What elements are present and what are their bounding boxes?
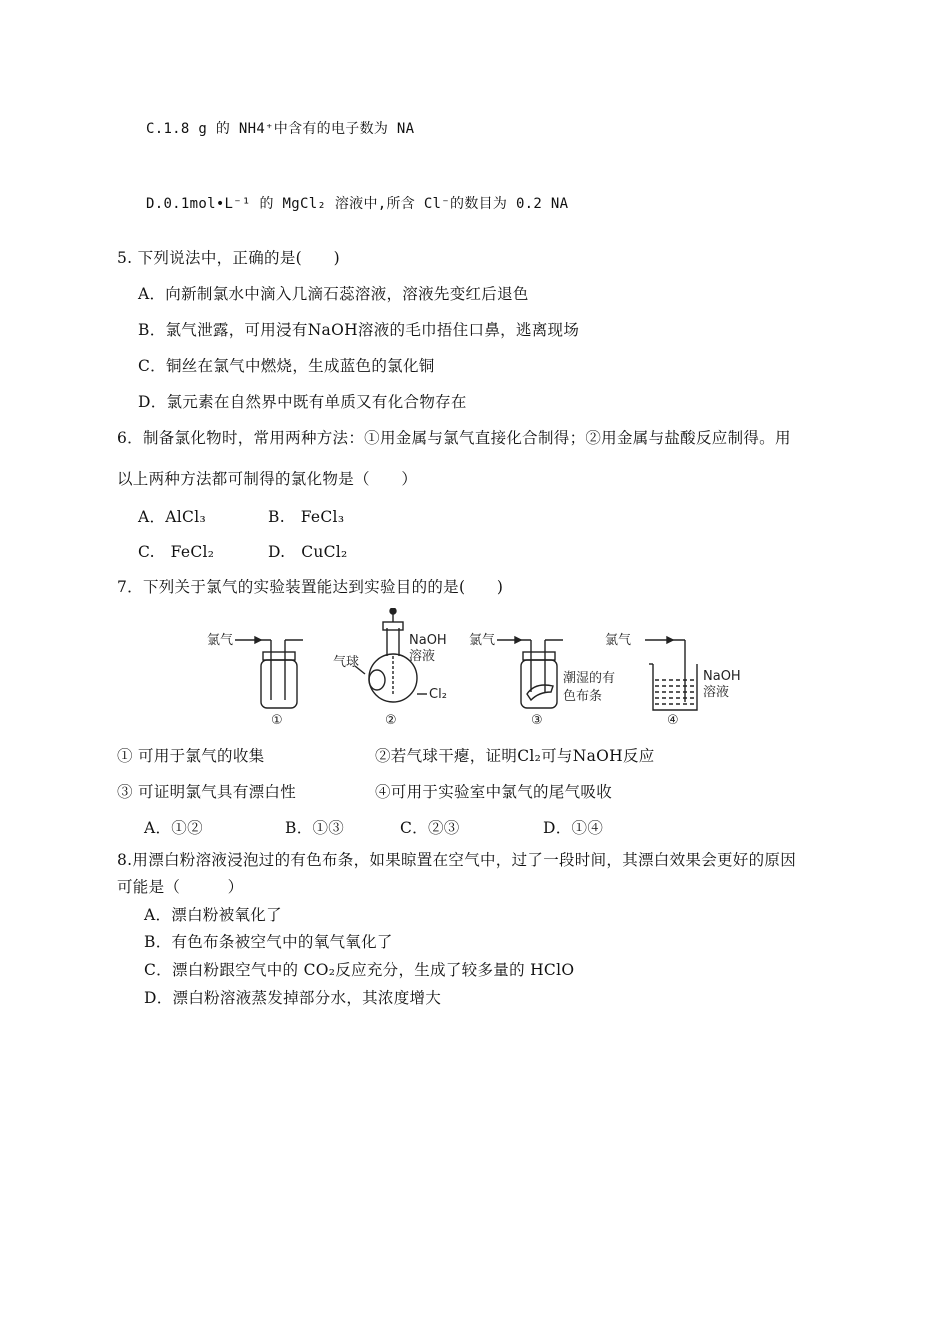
balloon — [369, 670, 385, 690]
question-6-line2: 以上两种方法都可制得的氯化物是（ ） — [117, 470, 418, 488]
q5-option-d: D．氯元素在自然界中既有单质又有化合物存在 — [138, 393, 467, 411]
option-c-prev: C.1.8 g 的 NH4⁺中含有的电子数为 NA — [146, 121, 415, 137]
q7-statement-3: ③ 可证明氯气具有漂白性 — [117, 783, 297, 801]
q7-statement-1: ① 可用于氯气的收集 — [117, 747, 265, 765]
label-chlorine-3: 氯气 — [469, 633, 496, 648]
q7-statement-4: ④可用于实验室中氯气的尾气吸收 — [375, 783, 613, 801]
apparatus-diagram — [205, 608, 765, 726]
q8-option-b: B．有色布条被空气中的氧气氧化了 — [144, 933, 393, 951]
q8-option-a: A．漂白粉被氧化了 — [144, 906, 282, 924]
q7-option-b: B．①③ — [285, 819, 345, 837]
q8-option-c: C．漂白粉跟空气中的 CO₂反应充分，生成了较多量的 HClO — [144, 961, 575, 979]
label-balloon: 气球 — [333, 655, 360, 670]
q6-option-a: A．AlCl₃ — [138, 508, 206, 526]
question-5: 5. 下列说法中，正确的是( ) — [117, 249, 340, 267]
beaker-4 — [653, 664, 697, 710]
question-8-line2: 可能是（ ） — [117, 878, 244, 896]
bottle-1 — [261, 660, 297, 708]
q7-option-c: C．②③ — [400, 819, 460, 837]
q7-option-a: A．①② — [144, 819, 203, 837]
question-7: 7．下列关于氯气的实验装置能达到实验目的的是( ) — [117, 578, 504, 596]
stopper-1 — [263, 652, 295, 660]
label-num-1: ① — [271, 713, 283, 726]
label-wet-cloth-2: 色布条 — [563, 689, 603, 704]
q6-option-b: B. FeCl₃ — [268, 508, 345, 526]
label-wet-cloth-1: 潮湿的有 — [563, 671, 616, 686]
label-num-2: ② — [385, 713, 397, 726]
question-8-line1: 8.用漂白粉溶液浸泡过的有色布条，如果晾置在空气中，过了一段时间，其漂白效果会更好的原因 — [117, 851, 796, 869]
label-solution-4: 溶液 — [703, 685, 730, 700]
label-chlorine-1: 氯气 — [207, 633, 234, 648]
label-chlorine-4: 氯气 — [605, 633, 632, 648]
label-naoh-4: NaOH — [703, 669, 741, 684]
q6-option-c: C. FeCl₂ — [138, 543, 215, 561]
option-d-prev: D.0.1mol•L⁻¹ 的 MgCl₂ 溶液中,所含 Cl⁻的数目为 0.2 NA — [146, 196, 569, 212]
label-solution-2: 溶液 — [409, 649, 436, 664]
label-num-3: ③ — [531, 713, 543, 726]
label-cl2: Cl₂ — [429, 687, 447, 702]
label-naoh-2: NaOH — [409, 633, 447, 648]
q5-option-c: C．铜丝在氯气中燃烧，生成蓝色的氯化铜 — [138, 357, 435, 375]
bottle-3 — [521, 660, 557, 708]
q7-option-d: D．①④ — [543, 819, 604, 837]
q5-option-b: B．氯气泄露，可用浸有NaOH溶液的毛巾捂住口鼻，逃离现场 — [138, 321, 580, 339]
q8-option-d: D．漂白粉溶液蒸发掉部分水，其浓度增大 — [144, 989, 442, 1007]
q6-option-d: D. CuCl₂ — [268, 543, 348, 561]
q7-statement-2: ②若气球干瘪，证明Cl₂可与NaOH反应 — [375, 747, 655, 765]
label-num-4: ④ — [667, 713, 679, 726]
q5-option-a: A．向新制氯水中滴入几滴石蕊溶液，溶液先变红后退色 — [138, 285, 529, 303]
apparatus-figure — [205, 608, 765, 726]
question-6-line1: 6．制备氯化物时，常用两种方法：①用金属与氯气直接化合制得；②用金属与盐酸反应制得。用 — [117, 429, 791, 447]
